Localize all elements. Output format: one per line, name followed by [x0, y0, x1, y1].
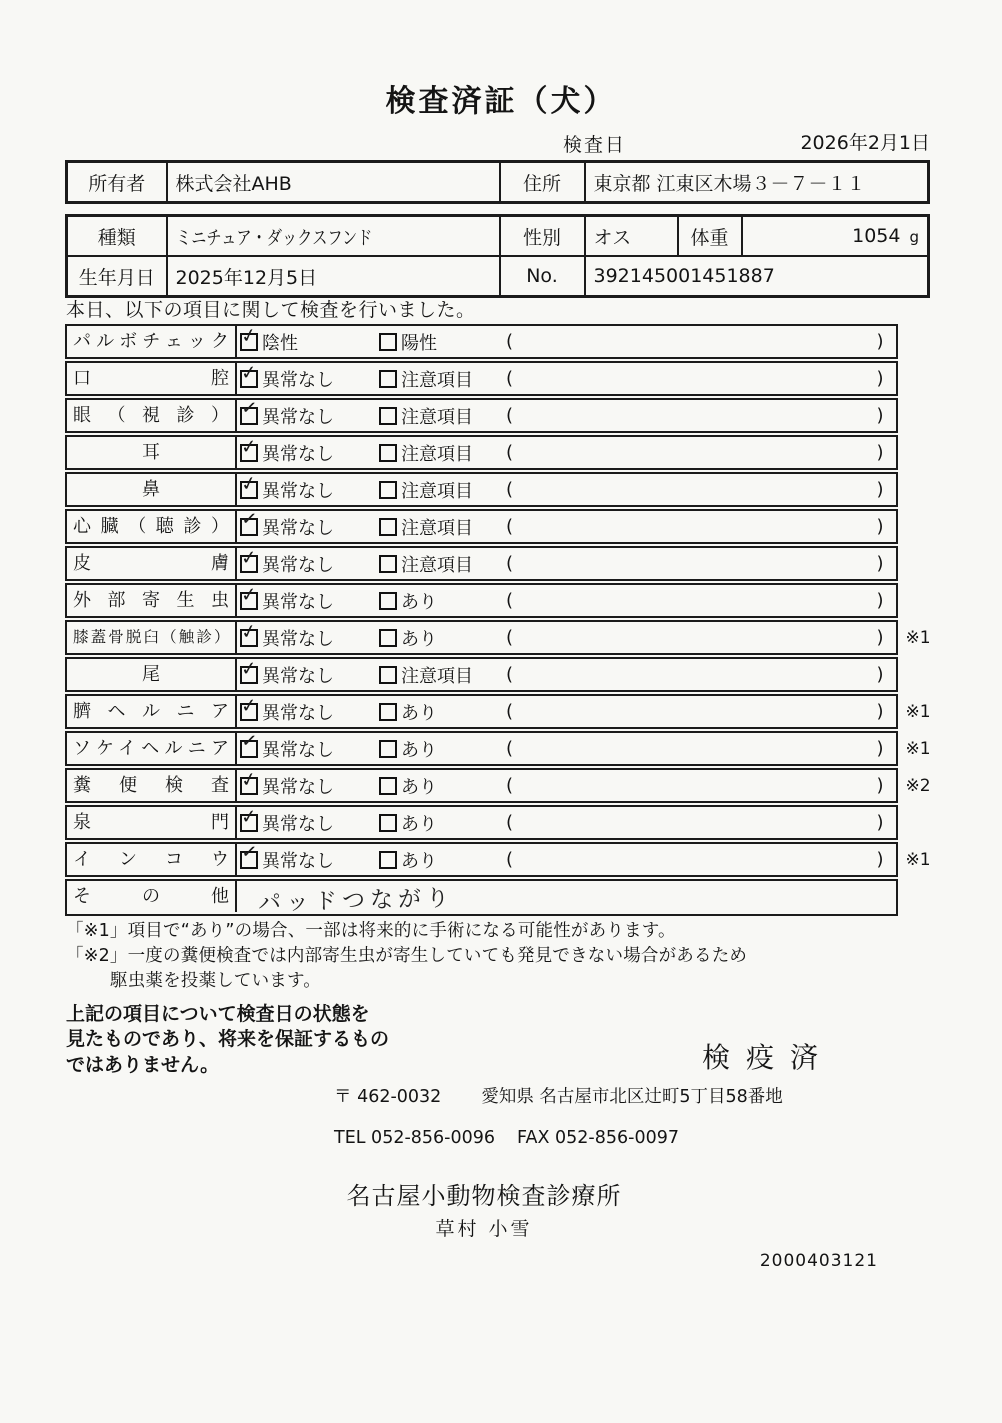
paren-open: (: [506, 701, 514, 722]
footnote-2-line1: 「※2」一度の糞便検査では内部寄生虫が寄生していても発見できない場合があるため: [66, 945, 748, 966]
table-row-parvo: パルボチェック ✓ 陰性 陽性 ( ): [65, 324, 965, 359]
check-icon: ✓: [239, 582, 258, 607]
footnote-marker: [898, 361, 965, 396]
footnote-marker: ※2: [905, 775, 931, 796]
table-row-other: その他 パッドつながり: [65, 879, 965, 916]
paren-open: (: [506, 812, 514, 833]
weight-label: 体重: [678, 216, 742, 257]
paren-open: (: [506, 516, 514, 537]
clinic-postal: 〒 462-0032: [334, 1087, 442, 1107]
paren-open: (: [506, 590, 514, 611]
paren-open: (: [506, 405, 514, 426]
intro-sentence: 本日、以下の項目に関して検査を行いました。: [66, 299, 476, 321]
paren-close: ): [876, 331, 884, 352]
paren-close: ): [876, 405, 884, 426]
checkbox-unchecked: [379, 740, 397, 758]
check-icon: ✓: [239, 804, 258, 829]
footnote-marker: [898, 398, 965, 433]
table-row-tail: 尾 ✓ 異常なし 注意項目 ( ): [65, 657, 965, 692]
handwritten-note: パッドつながり: [257, 885, 455, 917]
weight-value: 1054 g: [742, 216, 929, 257]
paren-open: (: [506, 849, 514, 870]
checkbox-checked: [239, 693, 258, 721]
owner-label: 所有者: [67, 162, 167, 203]
birth-value: 2025年12月5日: [167, 256, 500, 297]
clinic-tel: TEL 052-856-0096: [334, 1128, 496, 1148]
paren-open: (: [506, 368, 514, 389]
table-row: [67, 256, 929, 297]
breed-value: ミニチュア・ダックスフンド: [167, 216, 500, 257]
checkbox-unchecked: [379, 481, 397, 499]
checkbox-unchecked: [379, 333, 397, 351]
no-value: 392145001451887: [585, 256, 929, 297]
page-title: 検査済証（犬）: [385, 84, 617, 119]
checkbox-checked: [239, 545, 258, 573]
disclaimer-paragraph: 上記の項目について検査日の状態を 見たものであり、将来を保証するもの ではありません。: [66, 1003, 390, 1076]
table-row-fontanelle: 泉門 ✓ 異常なし あり ( ): [65, 805, 965, 840]
paren-close: ): [876, 738, 884, 759]
paren-open: (: [506, 553, 514, 574]
table-row-fecal-exam: 糞便検査 ✓ 異常なし あり ( ) ※2: [65, 768, 965, 803]
check-icon: ✓: [238, 323, 259, 348]
inspection-date-label: 検査日: [563, 134, 627, 156]
quarantine-passed-stamp: 検疫済: [702, 1041, 835, 1074]
check-icon: ✓: [239, 434, 258, 459]
footnote-marker: [898, 805, 965, 840]
no-label: No.: [500, 256, 585, 297]
paren-close: ): [876, 368, 884, 389]
footnote-marker: [898, 509, 965, 544]
checkbox-checked: [240, 839, 259, 869]
table-row-inguinal-hernia: ソケイヘルニア ✓ 異常なし あり ( ) ※1: [65, 731, 965, 766]
checkbox-unchecked: [379, 407, 397, 425]
footnote-marker: [898, 583, 965, 618]
check-icon: ✓: [239, 360, 258, 385]
check-icon: ✓: [240, 728, 259, 753]
checkbox-checked: [239, 656, 258, 684]
paren-close: ): [876, 701, 884, 722]
checkbox-checked: [238, 767, 259, 795]
check-icon: ✓: [240, 506, 259, 531]
sex-value: オス: [585, 216, 678, 257]
checkbox-unchecked: [379, 629, 397, 647]
table-row-patella: 膝蓋骨脱臼（触診） ✓ 異常なし あり ( ) ※1: [65, 620, 965, 655]
footnote-marker: [898, 324, 965, 359]
check-icon: ✓: [238, 471, 259, 496]
checkbox-unchecked: [379, 851, 397, 869]
weight-unit: g: [909, 228, 919, 246]
sex-label: 性別: [500, 216, 585, 257]
checkbox-unchecked: [379, 814, 397, 832]
paren-close: ): [876, 479, 884, 500]
owner-table: [65, 160, 930, 204]
checkbox-checked: [238, 619, 259, 647]
checkbox-checked: [239, 804, 258, 832]
table-row-umbilical-hernia: 臍ヘルニア ✓ 異常なし あり ( ) ※1: [65, 694, 965, 729]
table-row-mouth: 口腔 ✓ 異常なし 注意項目 ( ): [65, 361, 965, 396]
table-row: [67, 216, 929, 257]
footnote-marker: ※1: [905, 849, 931, 870]
checkbox-checked: [239, 434, 258, 462]
address-label: 住所: [500, 162, 585, 203]
check-icon: ✓: [239, 656, 258, 681]
check-icon: ✓: [239, 545, 258, 570]
paren-open: (: [506, 664, 514, 685]
paren-close: ): [876, 627, 884, 648]
footnote-marker: ※1: [905, 627, 931, 648]
checkbox-checked: [238, 471, 259, 499]
inspection-date-row: [65, 130, 930, 156]
paren-open: (: [506, 331, 514, 352]
table-row-eyes: 眼（視診） ✓ 異常なし 注意項目 ( ): [65, 398, 965, 433]
checkbox-unchecked: [379, 592, 397, 610]
checkbox-unchecked: [379, 370, 397, 388]
clinic-contact-line: [334, 1128, 679, 1148]
check-icon: ✓: [240, 395, 259, 420]
paren-open: (: [506, 442, 514, 463]
paren-open: (: [506, 738, 514, 759]
check-icon: ✓: [239, 693, 258, 718]
address-value: 東京都 江東区木場３－７－１１: [585, 162, 929, 203]
checkbox-checked: [240, 395, 259, 425]
veterinarian-name: 草村 小雪: [435, 1218, 533, 1240]
paren-close: ): [876, 590, 884, 611]
checkbox-checked: [240, 506, 259, 536]
animal-info-table: [65, 214, 930, 298]
clinic-address: 愛知県 名古屋市北区辻町5丁目58番地: [481, 1087, 783, 1107]
clinic-signature-block: [0, 1176, 968, 1241]
checkbox-checked: [239, 360, 258, 388]
table-row-ectoparasite: 外部寄生虫 ✓ 異常なし あり ( ): [65, 583, 965, 618]
paren-open: (: [506, 627, 514, 648]
paren-close: ): [876, 812, 884, 833]
checkbox-unchecked: [379, 555, 397, 573]
check-icon: ✓: [240, 839, 259, 864]
footnote-marker: [898, 435, 965, 470]
footnote-marker: ※1: [905, 738, 931, 759]
check-icon: ✓: [238, 619, 259, 644]
footnote-1: 「※1」項目で“あり”の場合、一部は将来的に手術になる可能性があります。: [66, 921, 676, 941]
owner-value: 株式会社AHB: [167, 162, 500, 203]
breed-label: 種類: [67, 216, 167, 257]
paren-close: ): [876, 553, 884, 574]
checkbox-checked: [240, 728, 259, 758]
clinic-address-line: [334, 1083, 783, 1108]
checkbox-unchecked: [379, 444, 397, 462]
paren-close: ): [876, 664, 884, 685]
checkbox-checked: [238, 323, 259, 351]
serial-number: 2000403121: [759, 1251, 878, 1271]
checkbox-unchecked: [379, 777, 397, 795]
birth-label: 生年月日: [67, 256, 167, 297]
footnote-marker: [898, 546, 965, 581]
clinic-fax: FAX 052-856-0097: [517, 1128, 679, 1148]
table-row-inkou: インコウ ✓ 異常なし あり ( ) ※1: [65, 842, 965, 877]
footnote-marker: ※1: [905, 701, 931, 722]
paren-close: ): [876, 849, 884, 870]
paren-close: ): [876, 775, 884, 796]
paren-close: ): [876, 516, 884, 537]
checkbox-checked: [239, 582, 258, 610]
table-row-heart: 心臓（聴診） ✓ 異常なし 注意項目 ( ): [65, 509, 965, 544]
footnote-marker: [898, 472, 965, 507]
footnote-2-line2: 駆虫薬を投薬しています。: [110, 970, 321, 991]
checklist-table: [65, 324, 965, 916]
checkbox-unchecked: [379, 703, 397, 721]
paren-open: (: [506, 479, 514, 500]
paren-open: (: [506, 775, 514, 796]
clinic-name: 名古屋小動物検査診療所: [346, 1182, 622, 1210]
footnote-marker: [898, 657, 965, 692]
check-icon: ✓: [238, 767, 259, 792]
checkbox-unchecked: [379, 666, 397, 684]
footnotes: [66, 919, 747, 994]
paren-close: ): [876, 442, 884, 463]
checkbox-unchecked: [379, 518, 397, 536]
inspection-date-value: 2026年2月1日: [800, 132, 930, 154]
table-row-ears: 耳 ✓ 異常なし 注意項目 ( ): [65, 435, 965, 470]
table-row-skin: 皮膚 ✓ 異常なし 注意項目 ( ): [65, 546, 965, 581]
table-row-nose: 鼻 ✓ 異常なし 注意項目 ( ): [65, 472, 965, 507]
